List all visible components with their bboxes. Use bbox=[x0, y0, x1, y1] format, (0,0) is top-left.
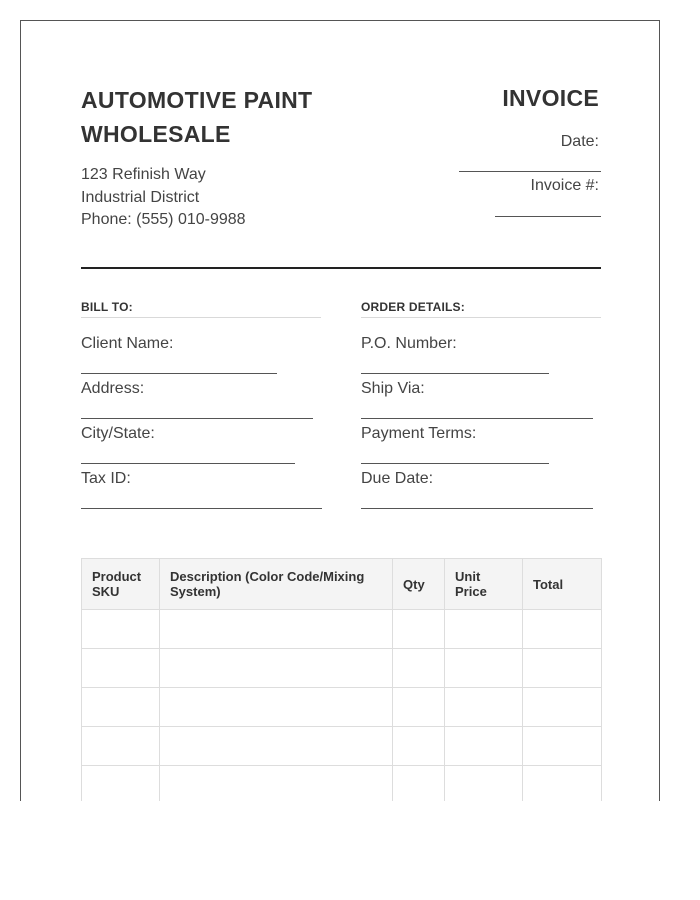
description-cell[interactable] bbox=[160, 766, 393, 805]
description-cell[interactable] bbox=[160, 610, 393, 649]
company-street: 123 Refinish Way bbox=[81, 166, 206, 183]
qty-cell[interactable] bbox=[393, 688, 445, 727]
po-number-label: P.O. Number: bbox=[361, 335, 457, 352]
ship-via-line[interactable] bbox=[361, 418, 593, 419]
qty-cell[interactable] bbox=[393, 610, 445, 649]
header-total: Total bbox=[523, 559, 602, 610]
qty-cell[interactable] bbox=[393, 649, 445, 688]
sku-cell[interactable] bbox=[82, 727, 160, 766]
page-cutoff-area bbox=[0, 801, 700, 900]
city-state-line[interactable] bbox=[81, 463, 295, 464]
header-description: Description (Color Code/Mixing System) bbox=[160, 559, 393, 610]
header-divider bbox=[81, 267, 601, 269]
tax-id-label: Tax ID: bbox=[81, 470, 131, 487]
invoice-number-label: Invoice #: bbox=[530, 177, 599, 194]
unit-price-cell[interactable] bbox=[445, 727, 523, 766]
table-row bbox=[82, 688, 602, 727]
company-name: AUTOMOTIVE PAINT WHOLESALE bbox=[81, 87, 313, 147]
city-state-label: City/State: bbox=[81, 425, 155, 442]
company-district: Industrial District bbox=[81, 189, 200, 206]
total-cell[interactable] bbox=[523, 727, 602, 766]
unit-price-cell[interactable] bbox=[445, 649, 523, 688]
unit-price-cell[interactable] bbox=[445, 766, 523, 805]
total-cell[interactable] bbox=[523, 649, 602, 688]
due-date-label: Due Date: bbox=[361, 470, 434, 487]
tax-id-line[interactable] bbox=[81, 508, 322, 509]
date-line[interactable] bbox=[459, 171, 601, 172]
sku-cell[interactable] bbox=[82, 610, 160, 649]
table-row bbox=[82, 649, 602, 688]
order-details-title: ORDER DETAILS: bbox=[361, 300, 601, 318]
ship-via-label: Ship Via: bbox=[361, 380, 425, 397]
bill-to-title: BILL TO: bbox=[81, 300, 321, 318]
sku-cell[interactable] bbox=[82, 766, 160, 805]
qty-cell[interactable] bbox=[393, 727, 445, 766]
payment-terms-line[interactable] bbox=[361, 463, 549, 464]
client-name-line[interactable] bbox=[81, 373, 277, 374]
qty-cell[interactable] bbox=[393, 766, 445, 805]
sku-cell[interactable] bbox=[82, 688, 160, 727]
line-items-table bbox=[81, 558, 602, 805]
po-number-line[interactable] bbox=[361, 373, 549, 374]
header-unit-price: Unit Price bbox=[445, 559, 523, 610]
invoice-number-line[interactable] bbox=[495, 216, 601, 217]
table-header-row bbox=[82, 559, 602, 610]
description-cell[interactable] bbox=[160, 727, 393, 766]
payment-terms-label: Payment Terms: bbox=[361, 425, 477, 442]
total-cell[interactable] bbox=[523, 688, 602, 727]
table-row bbox=[82, 610, 602, 649]
invoice-title: INVOICE bbox=[502, 85, 599, 111]
header-product-sku: Product SKU bbox=[82, 559, 160, 610]
due-date-line[interactable] bbox=[361, 508, 593, 509]
description-cell[interactable] bbox=[160, 688, 393, 727]
table-row bbox=[82, 727, 602, 766]
client-name-label: Client Name: bbox=[81, 335, 174, 352]
date-label: Date: bbox=[560, 133, 599, 150]
description-cell[interactable] bbox=[160, 649, 393, 688]
header-qty: Qty bbox=[393, 559, 445, 610]
sku-cell[interactable] bbox=[82, 649, 160, 688]
address-line-field[interactable] bbox=[81, 418, 313, 419]
total-cell[interactable] bbox=[523, 610, 602, 649]
total-cell[interactable] bbox=[523, 766, 602, 805]
company-phone: Phone: (555) 010-9988 bbox=[81, 211, 246, 228]
unit-price-cell[interactable] bbox=[445, 688, 523, 727]
unit-price-cell[interactable] bbox=[445, 610, 523, 649]
address-label: Address: bbox=[81, 380, 145, 397]
invoice-page bbox=[20, 20, 660, 820]
table-row bbox=[82, 766, 602, 805]
